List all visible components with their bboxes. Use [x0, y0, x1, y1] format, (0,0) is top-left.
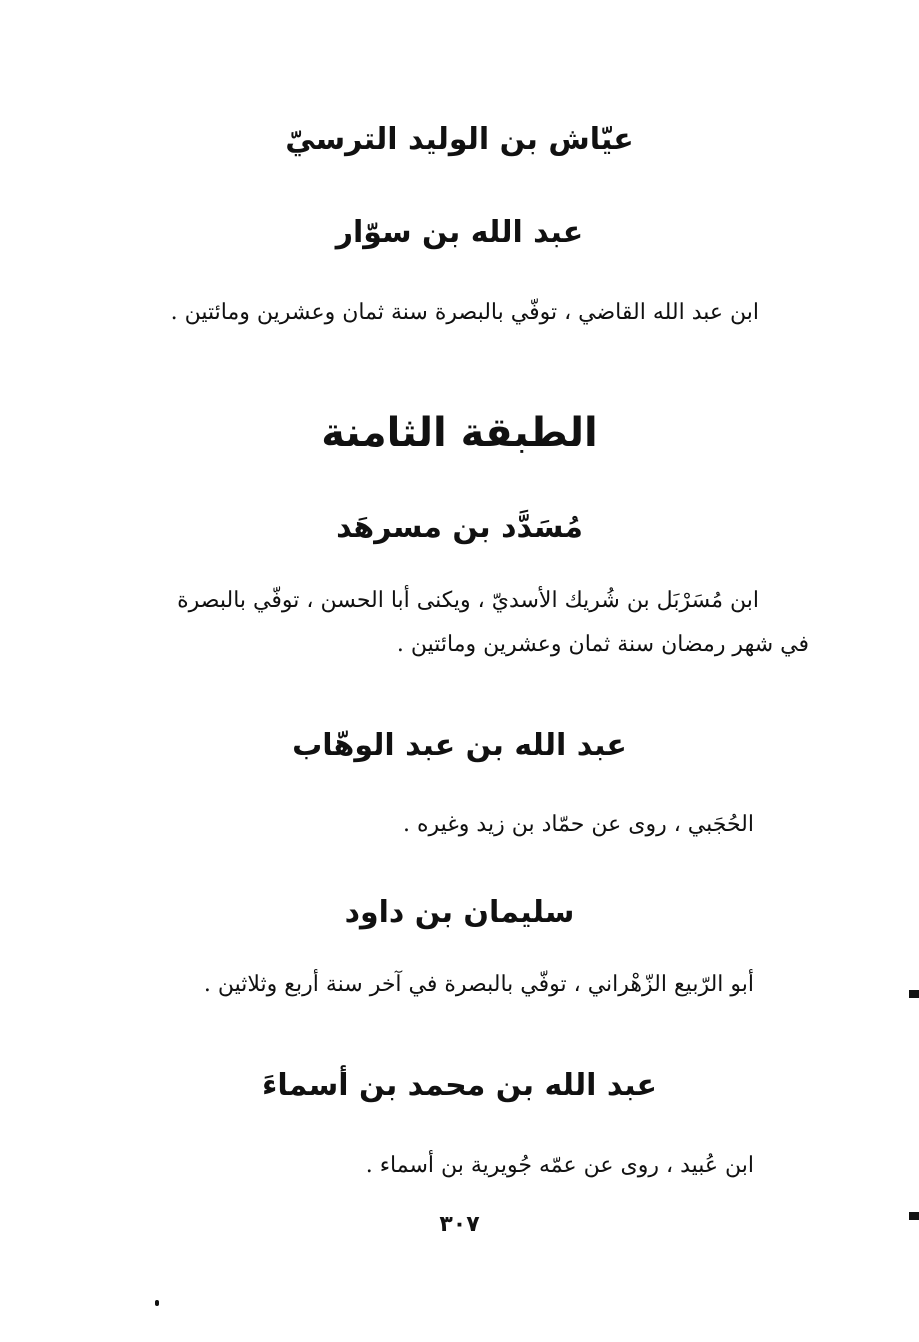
entry-text-musaddad-line1: ابن مُسَرْبَل بن شُريك الأسديّ ، ويكنى أبا الحسن ، توفّي بالبصرة: [177, 588, 759, 613]
entry-text-sulayman-bin-dawud: أبو الرّبيع الزّهْراني ، توفّي بالبصرة في آخر سنة أربع وثلاثين .: [203, 972, 754, 997]
entry-heading-abdallah-bin-abd-alwahhab: عبد الله بن عبد الوهّاب: [292, 728, 627, 763]
entry-text-abdallah-bin-muhammad: ابن عُبيد ، روى عن عمّه جُويرية بن أسماء .: [365, 1153, 754, 1178]
entry-heading-abdallah-bin-sawwar: عبد الله بن سوّار: [335, 215, 584, 250]
entry-heading-ayyash: عيّاش بن الوليد الترسيّ: [285, 122, 634, 157]
scan-edge-mark: [909, 1212, 919, 1220]
entry-text-abdallah-bin-sawwar: ابن عبد الله القاضي ، توفّي بالبصرة سنة ثمان وعشرين ومائتين .: [170, 300, 759, 325]
section-title: الطبقة الثامنة: [321, 410, 598, 456]
scan-edge-mark: [909, 990, 919, 998]
entry-heading-abdallah-bin-muhammad: عبد الله بن محمد بن أسماءَ: [262, 1068, 657, 1103]
entry-text-musaddad-line2: في شهر رمضان سنة ثمان وعشرين ومائتين .: [396, 632, 809, 657]
entry-text-abdallah-bin-abd-alwahhab: الحُجَبي ، روى عن حمّاد بن زيد وغيره .: [403, 812, 754, 837]
page-number: ٣٠٧: [439, 1212, 480, 1237]
entry-heading-musaddad: مُسَدَّد بن مسرهَد: [336, 510, 583, 545]
scan-speck: [155, 1300, 159, 1306]
entry-heading-sulayman-bin-dawud: سليمان بن داود: [344, 895, 575, 930]
